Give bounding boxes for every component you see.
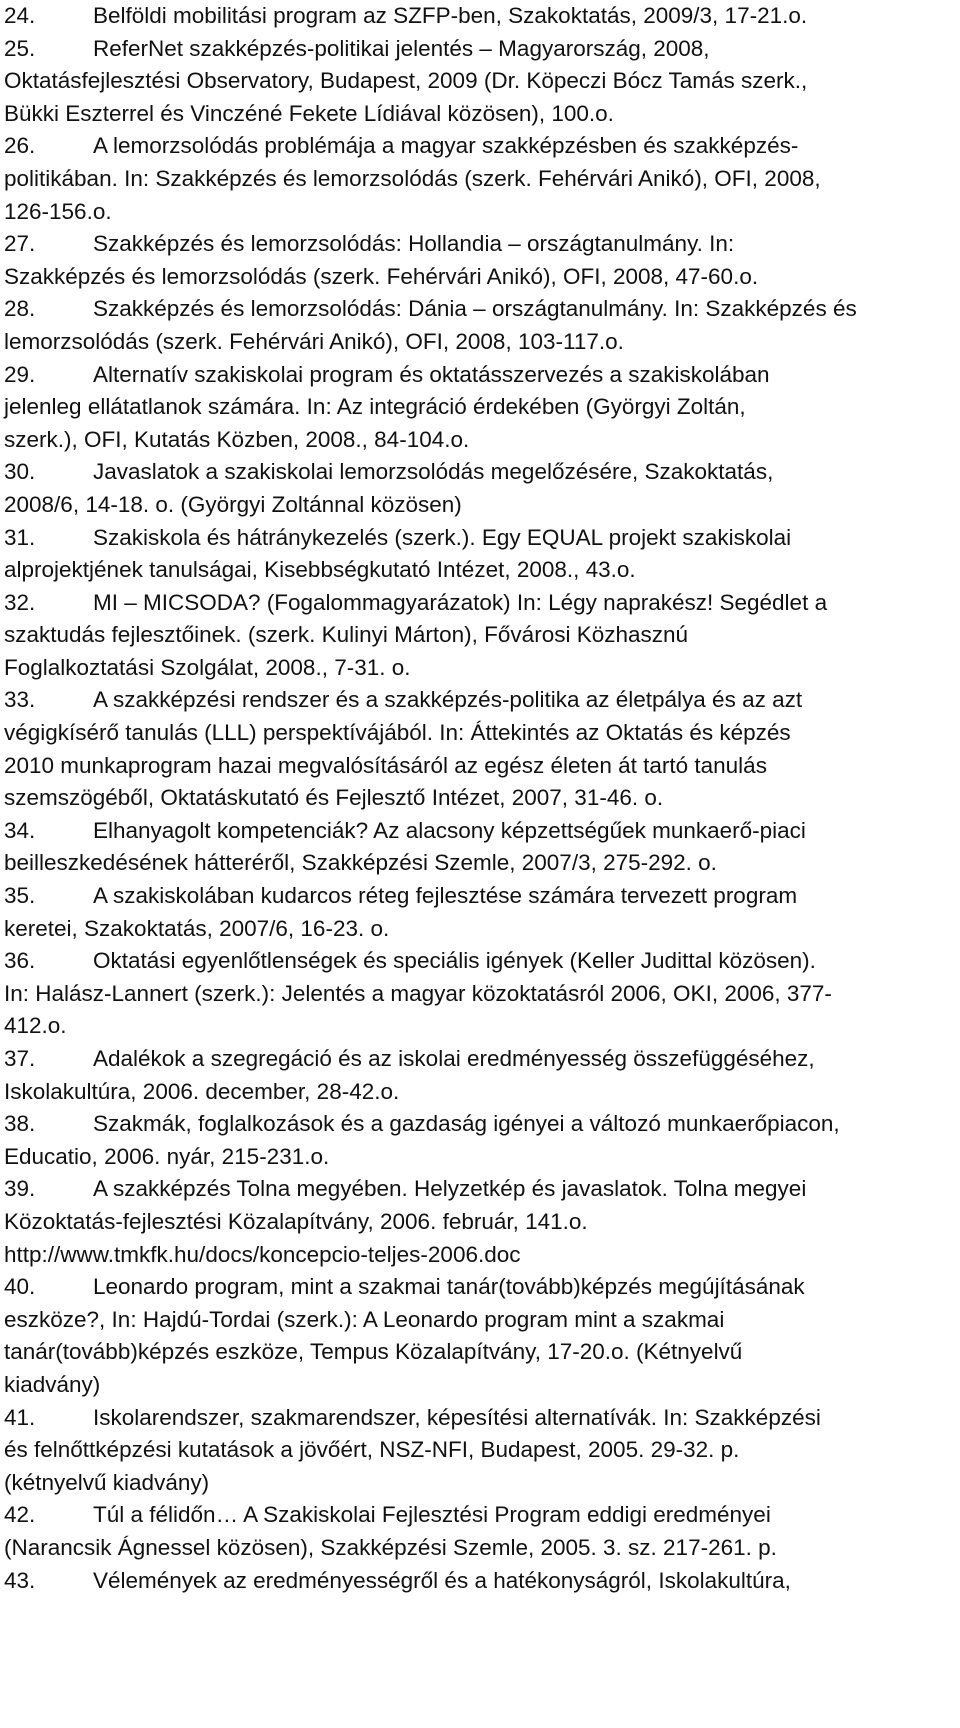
entry-number: 42.: [4, 1502, 36, 1528]
entry-text: kiadvány): [4, 1371, 101, 1397]
entry-line: [4, 1173, 952, 1206]
entry-text: http://www.tmkfk.hu/docs/koncepcio-teljes-2006.doc: [4, 1241, 521, 1267]
entry-text: Educatio, 2006. nyár, 215-231.o.: [4, 1143, 330, 1169]
entry-text: szaktudás fejlesztőinek. (szerk. Kulinyi Márton), Fővárosi Közhasznú: [4, 622, 689, 648]
entry-text: A szakképzési rendszer és a szakképzés-politika az életpálya és az azt: [93, 687, 803, 713]
entry-line: [4, 554, 952, 587]
entry-number: 41.: [4, 1404, 36, 1430]
entry-text: Szakképzés és lemorzsolódás: Dánia – országtanulmány. In: Szakképzés és: [93, 296, 857, 322]
entry-line: [4, 587, 952, 620]
entry-line: [4, 913, 952, 946]
publication-entry: [4, 1402, 952, 1500]
publication-list: [4, 0, 952, 1597]
publication-entry: [4, 130, 952, 228]
entry-text: szerk.), OFI, Kutatás Közben, 2008., 84-104.o.: [4, 426, 470, 452]
entry-line: [4, 847, 952, 880]
entry-text: Foglalkoztatási Szolgálat, 2008., 7-31. o.: [4, 654, 411, 680]
entry-text: Oktatásfejlesztési Observatory, Budapest, 2009 (Dr. Köpeczi Bócz Tamás szerk.,: [4, 68, 808, 94]
entry-line: [4, 1304, 952, 1337]
publication-entry: [4, 880, 952, 945]
entry-number: 24.: [4, 3, 36, 28]
entry-line: [4, 1336, 952, 1369]
publication-entry: [4, 684, 952, 814]
entry-line: [4, 65, 952, 98]
entry-line: [4, 1467, 952, 1500]
entry-text: ReferNet szakképzés-politikai jelentés – Magyarország, 2008,: [93, 35, 710, 61]
entry-number: 29.: [4, 361, 36, 387]
entry-line: [4, 1141, 952, 1174]
entry-number: 25.: [4, 35, 36, 61]
publication-entry: [4, 228, 952, 293]
entry-text: Szakképzés és lemorzsolódás: Hollandia – országtanulmány. In:: [93, 231, 735, 257]
entry-line: [4, 359, 952, 392]
entry-text: Oktatási egyenlőtlenségek és speciális igények (Keller Judittal közösen).: [93, 948, 816, 974]
entry-text: (Narancsik Ágnessel közösen), Szakképzési Szemle, 2005. 3. sz. 217-261. p.: [4, 1534, 777, 1560]
entry-line: [4, 1369, 952, 1402]
entry-line: [4, 1565, 952, 1598]
entry-text: 2008/6, 14-18. o. (Györgyi Zoltánnal közösen): [4, 491, 462, 517]
entry-line: [4, 391, 952, 424]
entry-number: 40.: [4, 1274, 36, 1300]
entry-line: [4, 619, 952, 652]
entry-text: 126-156.o.: [4, 198, 112, 224]
entry-text: Leonardo program, mint a szakmai tanár(tovább)képzés megújításának: [93, 1274, 805, 1300]
entry-line: [4, 293, 952, 326]
entry-line: [4, 1108, 952, 1141]
entry-text: végigkísérő tanulás (LLL) perspektívájából. In: Áttekintés az Oktatás és képzés: [4, 720, 791, 746]
entry-line: [4, 98, 952, 131]
entry-text: Szakképzés és lemorzsolódás (szerk. Fehérvári Anikó), OFI, 2008, 47-60.o.: [4, 263, 759, 289]
entry-line: [4, 1076, 952, 1109]
entry-line: [4, 1402, 952, 1435]
entry-text: A szakképzés Tolna megyében. Helyzetkép és javaslatok. Tolna megyei: [93, 1176, 807, 1202]
publication-entry: [4, 587, 952, 685]
entry-number: 39.: [4, 1176, 36, 1202]
publication-entry: [4, 359, 952, 457]
entry-text: jelenleg ellátatlanok számára. In: Az integráció érdekében (Györgyi Zoltán,: [4, 394, 746, 420]
entry-line: [4, 424, 952, 457]
entry-text: Alternatív szakiskolai program és oktatásszervezés a szakiskolában: [93, 361, 770, 387]
entry-text: lemorzsolódás (szerk. Fehérvári Anikó), OFI, 2008, 103-117.o.: [4, 328, 624, 354]
entry-text: eszköze?, In: Hajdú-Tordai (szerk.): A Leonardo program mint a szakmai: [4, 1306, 725, 1332]
entry-text: Elhanyagolt kompetenciák? Az alacsony képzettségűek munkaerő-piaci: [93, 817, 806, 843]
entry-number: 26.: [4, 133, 36, 159]
entry-line: [4, 880, 952, 913]
entry-number: 27.: [4, 231, 36, 257]
entry-line: [4, 130, 952, 163]
entry-line: [4, 33, 952, 66]
entry-number: 35.: [4, 883, 36, 909]
entry-line: [4, 1499, 952, 1532]
entry-line: [4, 750, 952, 783]
entry-line: [4, 1206, 952, 1239]
entry-number: 37.: [4, 1046, 36, 1071]
entry-text: In: Halász-Lannert (szerk.): Jelentés a magyar közoktatásról 2006, OKI, 2006, 377-: [4, 980, 832, 1006]
entry-line: [4, 815, 952, 848]
entry-text: Szakmák, foglalkozások és a gazdaság igényei a változó munkaerőpiacon,: [93, 1111, 840, 1137]
entry-number: 38.: [4, 1111, 36, 1137]
entry-text: és felnőttképzési kutatások a jövőért, NSZ-NFI, Budapest, 2005. 29-32. p.: [4, 1437, 740, 1463]
publication-entry: [4, 293, 952, 358]
entry-line: [4, 652, 952, 685]
entry-line: [4, 1434, 952, 1467]
entry-text: (kétnyelvű kiadvány): [4, 1469, 210, 1495]
entry-line: [4, 945, 952, 978]
entry-number: 34.: [4, 817, 36, 843]
publication-entry: [4, 33, 952, 131]
entry-text: szemszögéből, Oktatáskutató és Fejlesztő Intézet, 2007, 31-46. o.: [4, 785, 664, 811]
entry-line: [4, 782, 952, 815]
entry-text: Bükki Eszterrel és Vinczéné Fekete Lídiával közösen), 100.o.: [4, 100, 614, 126]
entry-line: [4, 1010, 952, 1043]
entry-text: Adalékok a szegregáció és az iskolai eredményesség összefüggéséhez,: [93, 1046, 815, 1071]
entry-text: A lemorzsolódás problémája a magyar szakképzésben és szakképzés-: [93, 133, 799, 159]
entry-text: 412.o.: [4, 1013, 67, 1039]
entry-text: Iskolarendszer, szakmarendszer, képesítési alternatívák. In: Szakképzési: [93, 1404, 821, 1430]
entry-line: [4, 489, 952, 522]
entry-line: [4, 1532, 952, 1565]
publication-entry: [4, 1499, 952, 1564]
entry-text: Belföldi mobilitási program az SZFP-ben, Szakoktatás, 2009/3, 17-21.o.: [93, 3, 808, 28]
entry-text: Túl a félidőn… A Szakiskolai Fejlesztési Program eddigi eredményei: [93, 1502, 771, 1528]
entry-line: [4, 163, 952, 196]
entry-line: [4, 261, 952, 294]
entry-line: [4, 1271, 952, 1304]
entry-text: Iskolakultúra, 2006. december, 28-42.o.: [4, 1078, 400, 1104]
entry-line: [4, 1043, 952, 1076]
entry-text: keretei, Szakoktatás, 2007/6, 16-23. o.: [4, 915, 390, 941]
entry-text: politikában. In: Szakképzés és lemorzsolódás (szerk. Fehérvári Anikó), OFI, 2008,: [4, 165, 821, 191]
entry-line: [4, 978, 952, 1011]
entry-line: [4, 456, 952, 489]
entry-number: 43.: [4, 1567, 36, 1593]
entry-text: Javaslatok a szakiskolai lemorzsolódás megelőzésére, Szakoktatás,: [93, 459, 774, 485]
entry-text: Vélemények az eredményességről és a hatékonyságról, Iskolakultúra,: [93, 1567, 791, 1593]
entry-line: [4, 717, 952, 750]
publication-entry: [4, 1108, 952, 1173]
entry-text: Közoktatás-fejlesztési Közalapítvány, 2006. február, 141.o.: [4, 1208, 588, 1234]
entry-text: tanár(tovább)képzés eszköze, Tempus Közalapítvány, 17-20.o. (Kétnyelvű: [4, 1339, 743, 1365]
entry-text: A szakiskolában kudarcos réteg fejlesztése számára tervezett program: [93, 883, 798, 909]
entry-number: 28.: [4, 296, 36, 322]
entry-number: 33.: [4, 687, 36, 713]
entry-line: [4, 196, 952, 229]
publication-entry: [4, 0, 952, 33]
publication-entry: [4, 945, 952, 1043]
entry-text: Szakiskola és hátránykezelés (szerk.). Egy EQUAL projekt szakiskolai: [93, 524, 792, 550]
publication-entry: [4, 1565, 952, 1598]
entry-number: 31.: [4, 524, 36, 550]
publication-entry: [4, 1271, 952, 1401]
entry-line: [4, 326, 952, 359]
entry-line: [4, 0, 952, 33]
entry-line: [4, 684, 952, 717]
entry-number: 32.: [4, 589, 36, 615]
publication-entry: [4, 522, 952, 587]
entry-text: alprojektjének tanulságai, Kisebbségkutató Intézet, 2008., 43.o.: [4, 557, 636, 583]
publication-entry: [4, 456, 952, 521]
entry-text: 2010 munkaprogram hazai megvalósításáról az egész életen át tartó tanulás: [4, 752, 767, 778]
entry-number: 30.: [4, 459, 36, 485]
publication-entry: [4, 1173, 952, 1271]
entry-text: beilleszkedésének hátteréről, Szakképzési Szemle, 2007/3, 275-292. o.: [4, 850, 717, 876]
entry-line: [4, 1239, 952, 1272]
entry-number: 36.: [4, 948, 36, 974]
entry-line: [4, 228, 952, 261]
entry-text: MI – MICSODA? (Fogalommagyarázatok) In: Légy naprakész! Segédlet a: [93, 589, 828, 615]
publication-entry: [4, 1043, 952, 1108]
publication-entry: [4, 815, 952, 880]
entry-line: [4, 522, 952, 555]
